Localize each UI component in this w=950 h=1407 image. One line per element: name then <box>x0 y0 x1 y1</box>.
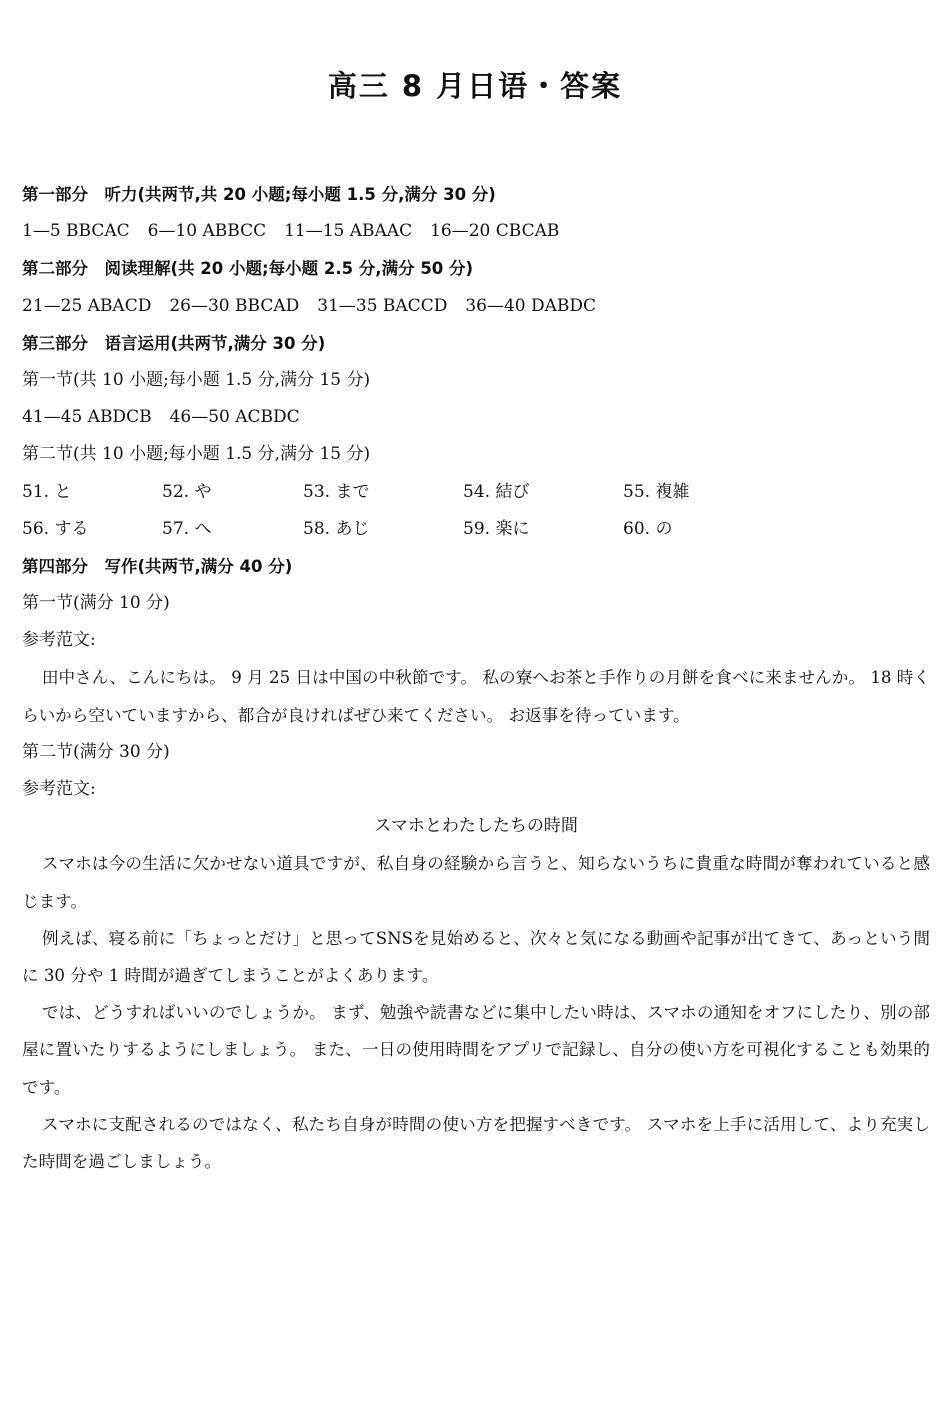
fill-answer: 60. の <box>623 518 673 539</box>
part4-section1-heading: 第一节(满分 10 分) <box>22 593 170 614</box>
fill-answer: 52. や <box>162 481 212 502</box>
fill-answer: 57. へ <box>162 518 212 539</box>
part2-heading: 第二部分 阅读理解(共 20 小题;每小题 2.5 分,满分 50 分) <box>22 259 474 279</box>
answer-group: 1—5 BBCAC <box>22 221 130 242</box>
essay-paragraph: スマホに支配されるのではなく、私たち自身が時間の使い方を把握すべきです。 スマホを上手に活用して、より充実した時間を過ごしましょう。 <box>22 1114 930 1172</box>
fill-answer: 58. あじ <box>303 518 370 539</box>
part3-section1-heading: 第一节(共 10 小题;每小题 1.5 分,满分 15 分) <box>22 369 371 390</box>
answer-group: 31—35 BACCD <box>317 295 448 316</box>
part3-section1-answers <box>22 399 930 436</box>
fill-answer: 55. 複雑 <box>623 481 690 502</box>
part4-heading: 第四部分 写作(共两节,满分 40 分) <box>22 556 293 576</box>
answer-group: 16—20 CBCAB <box>430 221 560 242</box>
essay-title: スマホとわたしたちの時間 <box>374 816 578 837</box>
part3-heading: 第三部分 语言运用(共两节,满分 30 分) <box>22 333 326 353</box>
answer-group: 21—25 ABACD <box>22 295 152 316</box>
part1-answers <box>22 213 930 250</box>
essay-paragraph: 例えば、寝る前に「ちょっとだけ」と思ってSNSを見始めると、次々と気になる動画や記事が出てきて、あっという間に 30 分や 1 時間が過ぎてしまうことがよくあります。 <box>22 928 930 986</box>
answer-group: 26—30 BBCAD <box>169 295 300 316</box>
page-title: 高三 8 月日语・答案 <box>327 69 623 103</box>
answer-group: 36—40 DABDC <box>465 295 597 316</box>
answer-group: 41—45 ABDCB <box>22 407 152 428</box>
fill-answer: 53. まで <box>303 481 370 502</box>
answer-group: 6—10 ABBCC <box>147 221 267 242</box>
essay-paragraph: スマホは今の生活に欠かせない道具ですが、私自身の経験から言うと、知らないうちに貴重な時間が奪われていると感じます。 <box>22 854 930 911</box>
fill-answer: 51. と <box>22 481 72 502</box>
part1-heading: 第一部分 听力(共两节,共 20 小题;每小题 1.5 分,满分 30 分) <box>22 185 496 204</box>
part3-section2-heading: 第二节(共 10 小题;每小题 1.5 分,满分 15 分) <box>22 444 371 465</box>
answer-group: 46—50 ACBDC <box>169 407 300 428</box>
part4-section2-heading: 第二节(满分 30 分) <box>22 741 170 762</box>
sample-letter: 田中さん、こんにちは。 9 月 25 日は中国の中秋節です。 私の寮へお茶と手作りの月餅を食べに来ませんか。 18 時くらいから空いていますから、都合が良ければぜひ来てください。 お返事を待っています。 <box>22 668 930 725</box>
fill-answer: 56. する <box>22 518 89 539</box>
sample-label: 参考范文: <box>22 630 96 651</box>
fill-answers-row-2 <box>22 511 930 548</box>
essay-paragraph: では、どうすればいいのでしょうか。 まず、勉強や読書などに集中したい時は、スマホの通知をオフにしたり、別の部屋に置いたりするようにしましょう。 また、一日の使用時間をアプリで記録し、自分の使い方を可視化することも効果的です。 <box>22 1003 930 1097</box>
answer-content <box>22 176 930 1180</box>
fill-answers-row-1 <box>22 474 930 511</box>
fill-answer: 59. 楽に <box>463 518 530 539</box>
part2-answers <box>22 288 930 325</box>
answer-group: 11—15 ABAAC <box>284 221 413 242</box>
sample-label: 参考范文: <box>22 779 96 800</box>
fill-answer: 54. 結び <box>463 481 530 502</box>
